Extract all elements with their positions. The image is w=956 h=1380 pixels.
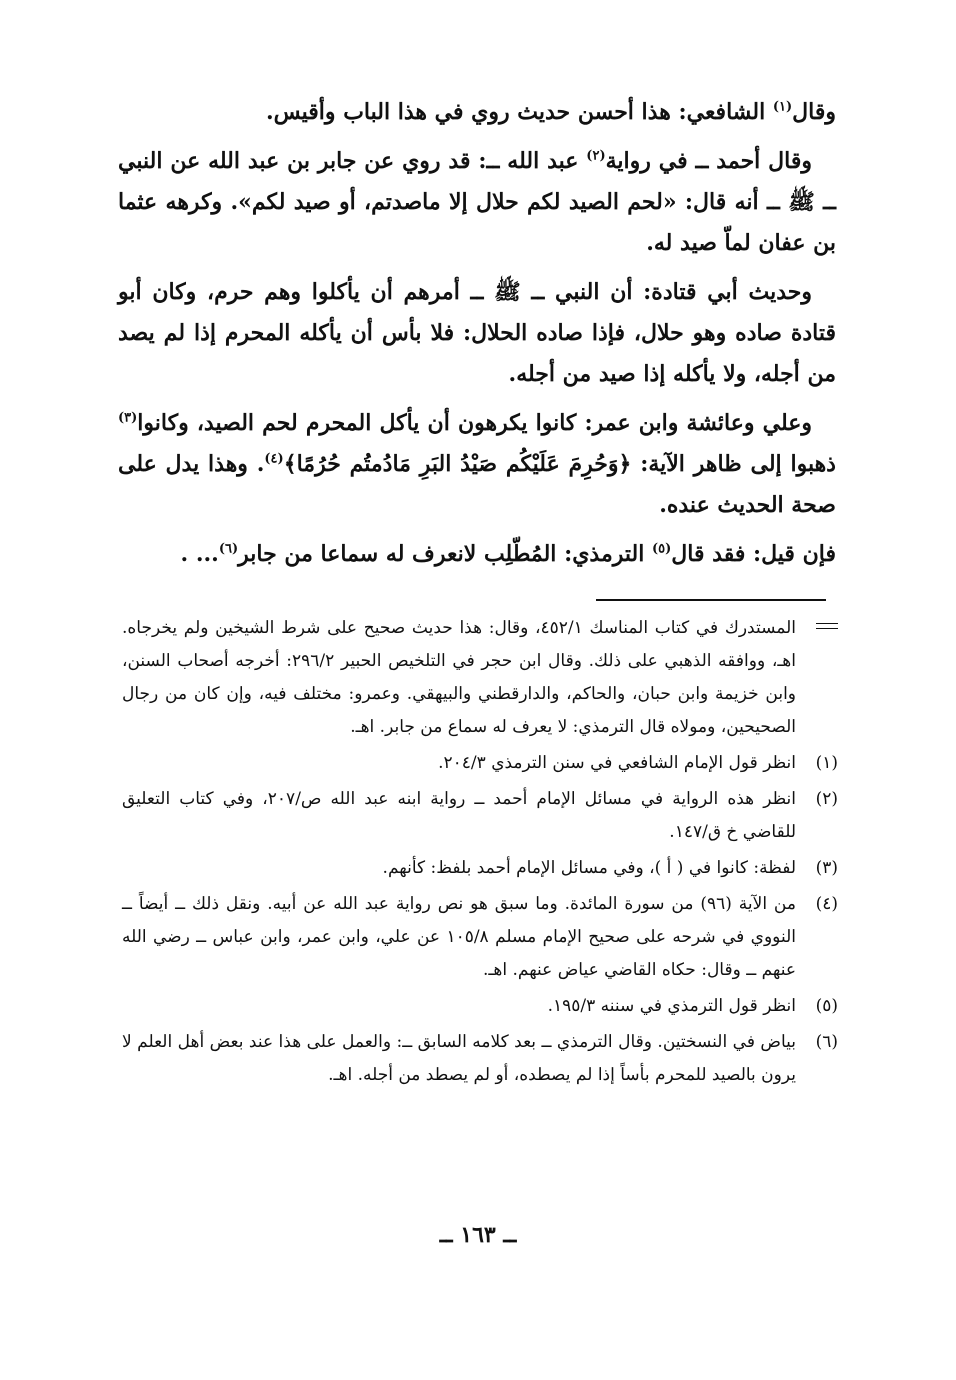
footnote-4 [122,888,838,987]
footnote-number: (٦) [815,1032,838,1052]
continuation-mark-icon [816,619,838,633]
footnote-ref-6: (٦) [218,541,239,557]
footnote-ref-3: (٣) [118,410,138,426]
footnote-5 [122,990,838,1023]
footnote-ref-1: (١) [772,99,793,115]
footnotes [122,612,838,1095]
footnote-text: من الآية (٩٦) من سورة المائدة. وما سبق هو نص رواية عبد الله عن أبيه. ونقل ذلك ــ أيضاً ــ النووي في شرحه على صحيح الإمام مسلم ١٠٥/٨ عن علي، وابن عمر، وابن عباس ــ رضي الله عنهم ــ وقال: حكاه القاضي عياض عنهم. اهـ. [122,894,796,980]
paragraph-3: وحديث أبي قتادة: أن النبي ــ ﷺ ــ أمرهم أن يأكلوا وهم حرم، وكان أبو قتادة صاده وهو حلال، فإذا صاده الحلال: فلا بأس أن يأكله المحرم إذا لم يصد من أجله، ولا يأكله إذا صيد من أجله. [118,279,836,387]
footnote-number: (٣) [815,858,838,878]
page-number: ــ ١٦٣ ــ [439,1222,517,1248]
footnote-6 [122,1026,838,1092]
footnote-number: (٤) [815,894,838,914]
footnote-text: انظر قول الإمام الشافعي في سنن الترمذي ٢٠٤/٣. [438,753,796,773]
footnote-3 [122,852,838,885]
footnote-ref-4: (٤) [264,451,284,467]
paragraph-4: وعلي وعائشة وابن عمر: كانوا يكرهون أن يأكل المحرم لحم الصيد، وكانوا$^{(٣)}$ ذهبوا إلى ظاهر الآية: ﴿وَحُرِمَ عَلَيْكُم صَيْدُ البَرِ مَادُمتُم حُرُمًا﴾$^{(٤)}$. وهذا يدل على صحة الحديث عنده. [118,410,836,518]
paragraph-1: وقال$^{(١)}$ الشافعي: هذا أحسن حديث روي في هذا الباب وأقيس. [265,99,836,125]
footnote-continuation: المستدرك في كتاب المناسك ٤٥٢/١، وقال: هذا حديث صحيح على شرط الشيخين ولم يخرجاه. اهـ، ووافقه الذهبي على ذلك. وقال ابن حجر في التلخيص الحبير ٢٩٦/٢: أخرجه أصحاب السنن، وابن خزيمة وابن حبان، والحاكم، والدارقطني والبيهقي. وعمرو: مختلف فيه، وإن كان من رجال الصحيحين، ومولاه قال الترمذي: لا يعرف له سماع من جابر. اهـ. [122,612,838,744]
footnote-ref-2: (٢) [586,148,606,164]
footnote-number: (١) [815,753,838,773]
footnote-2 [122,783,838,849]
quran-verse: ﴿وَحُرِمَ عَلَيْكُم صَيْدُ البَرِ مَادُمتُم حُرُمًا﴾ [283,451,632,477]
paragraph-2: وقال أحمد ــ في رواية$^{(٢)}$ عبد الله ــ: قد روي عن جابر بن عبد الله عن النبي ــ ﷺ ــ أنه قال: «لحم الصيد لكم حلال إلا ماصدتم، أو صيد لكم». وكرهه عثما بن عفان لماّ صيد له. [118,148,836,256]
footnote-1 [122,747,838,780]
footnote-separator [596,599,826,601]
footnote-number: (٢) [815,789,838,809]
footnote-ref-5: (٥) [652,541,672,557]
paragraph-5: فإن قيل: فقد قال$^{(٥)}$ الترمذي: المُطّلِب لانعرف له سماعا من جابر$^{(٦)}$... . [180,541,836,567]
footnote-text: انظر قول الترمذي في سننه ١٩٥/٣. [547,996,796,1016]
footnote-text: انظر هذه الرواية في مسائل الإمام أحمد ــ رواية ابنه عبد الله ص/٢٠٧، وفي كتاب التعليق للقاضي خ ق/١٤٧. [122,789,796,842]
footnote-text: بياض في النسختين. وقال الترمذي ــ بعد كلامه السابق ــ: والعمل على هذا عند بعض أهل العلم لا يرون بالصيد للمحرم بأساً إذا لم يصطده، أو لم يصطد من أجله. اهـ. [122,1032,796,1085]
footnote-number: (٥) [815,996,838,1016]
footnote-text: لفظة: كانوا في ( أ )، وفي مسائل الإمام أحمد بلفظ: كأنهم. [382,858,796,878]
main-text [118,92,836,583]
